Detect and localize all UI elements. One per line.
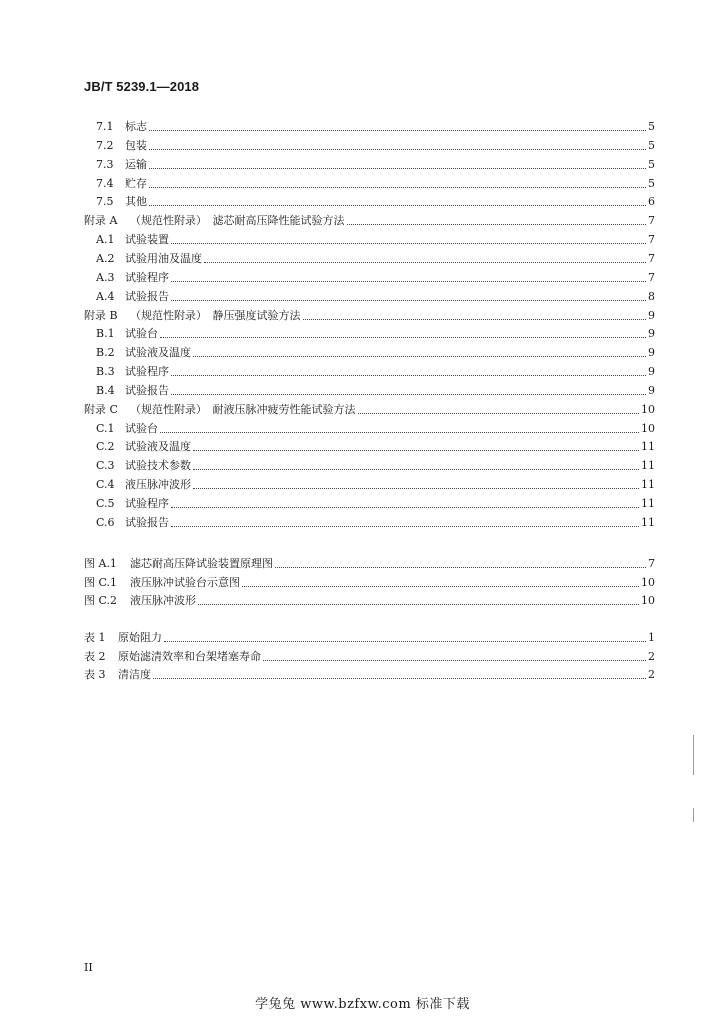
toc-leader-dots xyxy=(171,507,639,508)
toc-entry-page: 11 xyxy=(641,515,655,529)
toc-table-entry[interactable] xyxy=(84,631,655,645)
toc-section-entry[interactable] xyxy=(96,233,655,247)
toc-section-entry[interactable] xyxy=(96,516,655,530)
toc-entry-page: 11 xyxy=(641,459,655,473)
toc-leader-dots xyxy=(347,224,647,225)
toc-section-entry[interactable] xyxy=(96,327,655,341)
toc-entry-title: 液压脉冲试验台示意图 xyxy=(130,575,240,589)
toc-section-entry[interactable] xyxy=(96,346,655,360)
toc-section-entry[interactable] xyxy=(84,214,655,228)
toc-entry-title: 试验报告 xyxy=(125,515,169,529)
toc-leader-dots xyxy=(204,262,646,263)
toc-entry-page: 7 xyxy=(648,214,655,228)
toc-entry-title: 试验报告 xyxy=(125,289,169,303)
toc-entry-title: 试验程序 xyxy=(125,270,169,284)
toc-entry-page: 5 xyxy=(648,138,655,152)
toc-entry-page: 11 xyxy=(641,497,655,510)
toc-section-entry[interactable] xyxy=(96,497,655,511)
toc-section-entry[interactable] xyxy=(96,290,655,304)
toc-entry-page: 7 xyxy=(648,233,655,247)
toc-section-entry[interactable] xyxy=(84,403,655,417)
toc-entry-title: （规范性附录） 滤芯耐高压降性能试验方法 xyxy=(130,214,345,228)
toc-entry-title: 原始滤清效率和台架堵塞寿命 xyxy=(118,649,261,663)
toc-entry-number: 表 3 xyxy=(84,668,106,681)
toc-entry-page: 6 xyxy=(648,195,655,209)
toc-entry-title: 包装 xyxy=(125,138,147,152)
toc-entry-page: 9 xyxy=(648,365,655,379)
toc-entry-title: 清洁度 xyxy=(118,668,151,681)
toc-leader-dots xyxy=(193,356,646,357)
toc-entry-title: 运输 xyxy=(125,157,147,171)
toc-entry-page: 5 xyxy=(648,176,655,190)
toc-entry-title: 试验用油及温度 xyxy=(125,251,202,265)
toc-leader-dots xyxy=(193,488,639,489)
toc-entry-title: 试验程序 xyxy=(125,497,169,510)
toc-entry-number: B.4 xyxy=(96,383,115,397)
toc-leader-dots xyxy=(198,604,639,605)
toc-section-entry[interactable] xyxy=(96,459,655,473)
toc-entry-page: 2 xyxy=(648,668,655,681)
toc-leader-dots xyxy=(242,586,639,587)
toc-entry-number: A.4 xyxy=(96,289,115,303)
toc-entry-title: 试验装置 xyxy=(125,233,169,247)
toc-leader-dots xyxy=(263,660,646,661)
toc-entry-title: 试验报告 xyxy=(125,383,169,397)
toc-table-entry[interactable] xyxy=(84,650,655,664)
toc-entry-title: 试验技术参数 xyxy=(125,459,191,473)
toc-entry-title: （规范性附录） 静压强度试验方法 xyxy=(130,308,301,322)
toc-entry-page: 9 xyxy=(648,383,655,397)
toc-leader-dots xyxy=(149,205,646,206)
toc-entry-number: 7.1 xyxy=(96,120,114,133)
toc-entry-number: C.2 xyxy=(96,440,115,454)
toc-entry-number: 表 1 xyxy=(84,631,106,644)
toc-entry-page: 10 xyxy=(641,575,655,589)
toc-leader-dots xyxy=(149,187,646,188)
toc-entry-page: 7 xyxy=(648,251,655,265)
toc-entry-number: 7.5 xyxy=(96,195,114,209)
toc-section-entry[interactable] xyxy=(96,365,655,379)
toc-entry-page: 7 xyxy=(648,270,655,284)
toc-entry-title: 液压脉冲波形 xyxy=(130,594,196,607)
toc-leader-dots xyxy=(275,567,646,568)
toc-entry-number: C.6 xyxy=(96,515,115,529)
toc-leader-dots xyxy=(160,432,639,433)
toc-section-entry[interactable] xyxy=(96,271,655,285)
toc-leader-dots xyxy=(358,413,640,414)
toc-entry-title: 其他 xyxy=(125,195,147,209)
toc-figure-entry[interactable] xyxy=(84,594,655,608)
toc-entry-number: C.1 xyxy=(96,421,115,435)
toc-entry-title: 试验台 xyxy=(125,327,158,341)
toc-leader-dots xyxy=(171,526,639,527)
toc-entry-title: 液压脉冲波形 xyxy=(125,478,191,492)
document-code-header: JB/T 5239.1—2018 xyxy=(84,79,200,94)
toc-entry-number: 7.4 xyxy=(96,176,114,190)
toc-entry-number: 7.3 xyxy=(96,157,114,171)
toc-entry-title: 试验程序 xyxy=(125,365,169,379)
toc-section-entry[interactable] xyxy=(84,309,655,323)
toc-entry-number: A.3 xyxy=(96,270,115,284)
toc-leader-dots xyxy=(149,168,646,169)
toc-entry-number: B.3 xyxy=(96,365,115,379)
toc-entry-page: 10 xyxy=(641,421,655,435)
toc-entry-page: 9 xyxy=(648,346,655,360)
toc-entry-title: （规范性附录） 耐液压脉冲疲劳性能试验方法 xyxy=(130,402,356,416)
toc-entry-number: 附录 C xyxy=(84,402,118,416)
toc-entry-title: 滤芯耐高压降试验装置原理图 xyxy=(130,557,273,570)
toc-entry-page: 8 xyxy=(648,289,655,303)
toc-section-entry[interactable] xyxy=(96,158,655,172)
page-number: II xyxy=(84,961,93,974)
toc-entry-page: 9 xyxy=(648,308,655,322)
toc-entry-page: 11 xyxy=(641,478,655,492)
toc-entry-page: 5 xyxy=(648,120,655,133)
toc-section-entry[interactable] xyxy=(96,139,655,153)
toc-section-entry[interactable] xyxy=(96,252,655,266)
toc-leader-dots xyxy=(171,243,646,244)
toc-leader-dots xyxy=(153,678,646,679)
toc-leader-dots xyxy=(160,337,646,338)
toc-entry-page: 11 xyxy=(641,440,655,454)
footer-watermark: 学兔兔 www.bzfxw.com 标准下载 xyxy=(255,997,470,1012)
scan-margin-mark xyxy=(693,735,694,775)
toc-entry-number: A.2 xyxy=(96,251,115,265)
toc-entry-page: 1 xyxy=(648,631,655,644)
toc-entry-number: 附录 A xyxy=(84,214,118,228)
toc-leader-dots xyxy=(303,319,647,320)
toc-section-entry[interactable] xyxy=(96,384,655,398)
toc-entry-title: 原始阻力 xyxy=(118,631,162,644)
toc-entry-page: 10 xyxy=(641,594,655,607)
toc-entry-page: 10 xyxy=(641,402,655,416)
toc-leader-dots xyxy=(149,149,646,150)
toc-table-entry[interactable] xyxy=(84,668,655,682)
toc-section-entry[interactable] xyxy=(96,478,655,492)
toc-entry-page: 5 xyxy=(648,157,655,171)
toc-leader-dots xyxy=(171,394,646,395)
toc-entry-title: 试验液及温度 xyxy=(125,346,191,360)
toc-entry-number: C.5 xyxy=(96,497,115,510)
toc-leader-dots xyxy=(171,375,646,376)
toc-entry-number: 7.2 xyxy=(96,138,114,152)
toc-entry-number: 图 C.2 xyxy=(84,594,118,607)
toc-entry-number: C.3 xyxy=(96,459,115,473)
toc-figure-entry[interactable] xyxy=(84,576,655,590)
toc-leader-dots xyxy=(164,641,646,642)
toc-entry-number: 图 C.1 xyxy=(84,575,118,589)
toc-leader-dots xyxy=(193,450,639,451)
toc-entry-title: 试验台 xyxy=(125,421,158,435)
toc-entry-title: 标志 xyxy=(125,120,147,133)
toc-entry-number: C.4 xyxy=(96,478,115,492)
toc-leader-dots xyxy=(171,281,646,282)
toc-section-entry[interactable] xyxy=(96,177,655,191)
toc-entry-title: 试验液及温度 xyxy=(125,440,191,454)
toc-section-entry[interactable] xyxy=(96,195,655,209)
scan-margin-mark xyxy=(693,808,694,822)
toc-entry-number: A.1 xyxy=(96,233,115,247)
toc-entry-number: 附录 B xyxy=(84,308,118,322)
toc-entry-number: B.1 xyxy=(96,327,115,341)
toc-entry-page: 2 xyxy=(648,649,655,663)
toc-section-entry[interactable] xyxy=(96,440,655,454)
toc-entry-page: 7 xyxy=(648,557,655,570)
toc-entry-title: 贮存 xyxy=(125,176,147,190)
toc-entry-page: 9 xyxy=(648,327,655,341)
toc-entry-number: 表 2 xyxy=(84,649,106,663)
toc-section-entry[interactable] xyxy=(96,120,655,134)
toc-section-entry[interactable] xyxy=(96,422,655,436)
toc-leader-dots xyxy=(149,130,646,131)
toc-leader-dots xyxy=(171,300,646,301)
toc-entry-number: 图 A.1 xyxy=(84,557,117,570)
toc-figure-entry[interactable] xyxy=(84,557,655,571)
toc-leader-dots xyxy=(193,469,639,470)
toc-entry-number: B.2 xyxy=(96,346,115,360)
